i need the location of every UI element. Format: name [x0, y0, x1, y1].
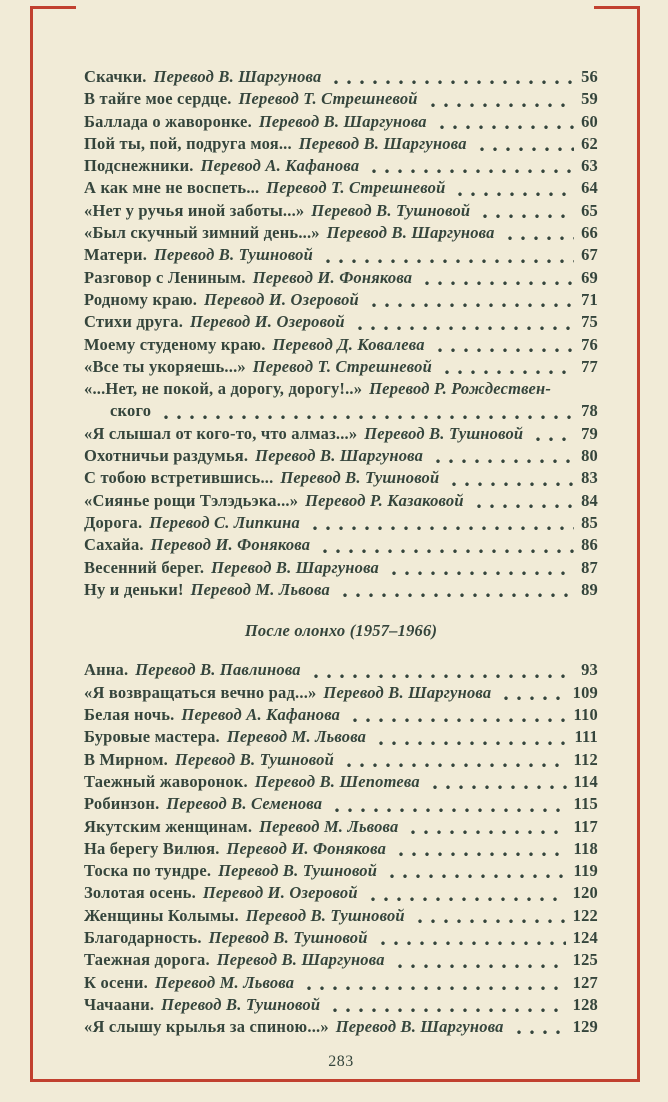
entry-translator: Перевод В. Тушновой	[364, 423, 524, 443]
toc-entry	[84, 467, 598, 489]
entry-title: Тоска по тундре.	[84, 861, 212, 881]
entry-page-number: 122	[572, 905, 598, 925]
entry-title: «Был скучный зимний день...»	[84, 223, 320, 243]
entry-title: «Все ты укоряешь...»	[84, 356, 246, 376]
entry-page-number: 64	[581, 178, 598, 198]
dot-leader	[432, 445, 574, 467]
dot-leader	[368, 155, 574, 177]
toc-entry	[84, 356, 598, 378]
entry-title: «Я слышал от кого-то, что алмаз...»	[84, 423, 358, 443]
toc-entry	[84, 771, 598, 793]
dot-leader	[343, 749, 567, 771]
toc-entry	[84, 1016, 598, 1038]
entry-page-number: 109	[572, 682, 598, 702]
entry-title: Баллада о жаворонке.	[84, 111, 252, 131]
entry-translator: Перевод А. Кафанова	[200, 156, 360, 176]
entry-page-number: 71	[581, 289, 598, 309]
entry-title: «Я возвращаться вечно рад...»	[84, 682, 317, 702]
toc-entry	[84, 793, 598, 815]
dot-leader	[532, 423, 574, 445]
dot-leader	[367, 882, 566, 904]
dot-leader	[407, 816, 566, 838]
dot-leader	[394, 949, 566, 971]
toc-entry	[84, 445, 598, 467]
entry-page-number: 75	[581, 312, 598, 332]
entry-title: С тобою встретившись...	[84, 468, 274, 488]
entry-title: Подснежники.	[84, 156, 194, 176]
entry-title: Белая ночь.	[84, 705, 175, 725]
entry-page-number: 66	[581, 223, 598, 243]
dot-leader	[339, 579, 574, 601]
dot-leader	[319, 534, 574, 556]
entry-page-number: 65	[581, 200, 598, 220]
entry-page-number: 111	[574, 727, 598, 747]
dot-leader	[329, 994, 565, 1016]
toc-entry	[84, 334, 598, 356]
entry-translator: Перевод Т. Стрешневой	[266, 178, 446, 198]
entry-page-number: 77	[581, 356, 598, 376]
entry-translator: Перевод В. Семенова	[166, 794, 323, 814]
toc-entry	[84, 133, 598, 155]
entry-translator: Перевод Р. Рождествен-	[369, 379, 552, 399]
toc-entry	[84, 155, 598, 177]
entry-page-number: 117	[573, 816, 598, 836]
entry-page-number: 120	[572, 883, 598, 903]
entry-translator: Перевод И. Озеровой	[202, 883, 358, 903]
entry-title: Весенний берег.	[84, 557, 205, 577]
toc-entry	[84, 534, 598, 556]
entry-page-number: 60	[581, 111, 598, 131]
entry-page-number: 67	[581, 245, 598, 265]
entry-title: Скачки.	[84, 67, 147, 86]
dot-leader	[421, 267, 574, 289]
entry-page-number: 127	[572, 972, 598, 992]
entry-page-number: 76	[581, 334, 598, 354]
toc-entry	[84, 557, 598, 579]
entry-page-number: 93	[581, 660, 598, 680]
entry-title: Охотничьи раздумья.	[84, 446, 249, 466]
entry-translator: Перевод Д. Ковалева	[272, 334, 425, 354]
entry-page-number: 115	[573, 794, 598, 814]
dot-leader	[368, 289, 574, 311]
dot-leader	[454, 177, 574, 199]
toc-entry	[84, 378, 598, 400]
toc-entry	[84, 222, 598, 244]
entry-translator: Перевод В. Шепотева	[254, 771, 420, 791]
entry-title: А как мне не воспеть...	[84, 178, 260, 198]
entry-translator: Перевод А. Кафанова	[181, 705, 341, 725]
toc-entry	[84, 682, 598, 704]
entry-title: Буровые мастера.	[84, 727, 220, 747]
toc-list-2	[84, 659, 598, 1038]
toc-entry	[84, 490, 598, 512]
entry-title: Таежная дорога.	[84, 950, 210, 970]
entry-translator: Перевод Т. Стрешневой	[238, 89, 418, 109]
dot-leader	[303, 972, 565, 994]
toc-entry	[84, 177, 598, 199]
dot-leader	[349, 704, 566, 726]
entry-title: Дорога.	[84, 512, 143, 532]
dot-leader	[473, 490, 574, 512]
dot-leader	[331, 793, 566, 815]
toc-list-1	[84, 66, 598, 601]
entry-page-number: 86	[581, 535, 598, 555]
entry-translator: Перевод В. Тушновой	[280, 468, 440, 488]
entry-translator: Перевод В. Тушновой	[245, 905, 405, 925]
toc-entry	[84, 927, 598, 949]
entry-page-number: 119	[573, 861, 598, 881]
dot-leader	[500, 682, 565, 704]
toc-entry	[84, 512, 598, 534]
entry-title: Анна.	[84, 660, 129, 680]
entry-title: Ну и деньки!	[84, 579, 184, 599]
dot-leader	[375, 726, 567, 748]
toc-entry	[84, 579, 598, 601]
toc-entry	[84, 838, 598, 860]
entry-title: В Мирном.	[84, 749, 168, 769]
toc-entry	[84, 200, 598, 222]
entry-title: «Я слышу крылья за спиною...»	[84, 1017, 329, 1037]
entry-translator: Перевод В. Шаргунова	[298, 133, 467, 153]
toc-entry	[84, 749, 598, 771]
entry-page-number: 112	[573, 749, 598, 769]
entry-page-number: 84	[581, 490, 598, 510]
toc-entry	[84, 244, 598, 266]
dot-leader	[441, 356, 574, 378]
toc-entry	[84, 311, 598, 333]
entry-page-number: 118	[573, 838, 598, 858]
toc-entry	[84, 726, 598, 748]
entry-page-number: 87	[581, 557, 598, 577]
entry-translator: Перевод И. Озеровой	[204, 289, 359, 309]
toc-entry	[84, 994, 598, 1016]
dot-leader	[322, 244, 574, 266]
entry-title: Стихи друга.	[84, 312, 184, 332]
entry-title: В тайге мое сердце.	[84, 89, 232, 109]
entry-page-number: 125	[572, 950, 598, 970]
entry-title: Золотая осень.	[84, 883, 196, 903]
entry-translator: Перевод И. Фонякова	[226, 838, 387, 858]
dot-leader	[504, 222, 575, 244]
dot-leader	[386, 860, 566, 882]
toc-entry	[84, 972, 598, 994]
entry-title: Женщины Колымы.	[84, 905, 239, 925]
entry-page-number: 85	[581, 512, 598, 532]
dot-leader	[354, 311, 574, 333]
entry-title: Робинзон.	[84, 794, 160, 814]
dot-leader	[476, 133, 574, 155]
dot-leader	[309, 512, 574, 534]
entry-page-number: 79	[581, 423, 598, 443]
dot-leader	[434, 334, 574, 356]
dot-leader	[513, 1016, 566, 1038]
dot-leader	[377, 927, 566, 949]
dot-leader	[330, 66, 574, 88]
entry-translator: Перевод В. Шаргунова	[211, 557, 379, 577]
toc-entry	[84, 267, 598, 289]
entry-translator: Перевод В. Тушновой	[174, 749, 334, 769]
entry-title: Таежный жаворонок.	[84, 771, 248, 791]
entry-translator: Перевод Т. Стрешневой	[252, 356, 432, 376]
toc-entry	[84, 289, 598, 311]
entry-page-number: 110	[573, 705, 598, 725]
entry-title: Благодарность.	[84, 927, 202, 947]
toc-entry	[84, 704, 598, 726]
table-of-contents	[84, 66, 598, 1074]
toc-entry	[84, 860, 598, 882]
dot-leader	[448, 467, 574, 489]
entry-page-number: 124	[572, 927, 598, 947]
entry-translator: Перевод В. Шаргунова	[216, 950, 385, 970]
dot-leader	[427, 88, 574, 110]
entry-title: ского	[110, 401, 152, 421]
toc-entry	[84, 905, 598, 927]
entry-title: «Нет у ручья иной заботы...»	[84, 200, 305, 220]
entry-title: Чачаани.	[84, 994, 155, 1014]
entry-title: «Сиянье рощи Тэлэдьэка...»	[84, 490, 299, 510]
entry-page-number: 83	[581, 468, 598, 488]
dot-leader	[429, 771, 567, 793]
toc-entry	[84, 66, 598, 88]
toc-entry	[84, 659, 598, 681]
entry-translator: Перевод М. Львова	[190, 579, 330, 599]
entry-page-number: 114	[573, 771, 598, 791]
entry-translator: Перевод Р. Казаковой	[305, 490, 464, 510]
entry-page-number: 62	[581, 133, 598, 153]
entry-title: Пой ты, пой, подруга моя...	[84, 133, 292, 153]
entry-title: «...Нет, не покой, а дорогу, дорогу!..»	[84, 379, 363, 399]
entry-title: Моему студеному краю.	[84, 334, 266, 354]
entry-page-number: 80	[581, 446, 598, 466]
entry-translator: Перевод В. Шаргунова	[326, 223, 495, 243]
entry-translator: Перевод В. Тушновой	[311, 200, 471, 220]
entry-title: На берегу Вилюя.	[84, 838, 220, 858]
entry-page-number: 128	[572, 994, 598, 1014]
entry-translator: Перевод В. Шаргунова	[258, 111, 427, 131]
entry-title: Матери.	[84, 245, 148, 265]
entry-translator: Перевод М. Львова	[226, 727, 367, 747]
entry-translator: Перевод И. Озеровой	[189, 312, 345, 332]
entry-page-number: 63	[581, 156, 598, 176]
entry-translator: Перевод В. Тушновой	[218, 861, 378, 881]
entry-translator: Перевод В. Павлинова	[135, 660, 301, 680]
toc-entry	[84, 400, 598, 422]
folio-page-number: 283	[328, 1053, 354, 1071]
dot-leader	[160, 400, 574, 422]
entry-translator: Перевод И. Фонякова	[252, 267, 413, 287]
entry-translator: Перевод В. Тушновой	[208, 927, 368, 947]
entry-translator: Перевод В. Тушновой	[161, 994, 321, 1014]
entry-translator: Перевод М. Львова	[154, 972, 295, 992]
entry-translator: Перевод С. Липкина	[149, 512, 300, 532]
toc-entry	[84, 882, 598, 904]
dot-leader	[479, 200, 574, 222]
entry-title: Разговор с Лениным.	[84, 267, 246, 287]
dot-leader	[436, 111, 574, 133]
section-heading: После олонхо (1957–1966)	[244, 621, 438, 641]
entry-page-number: 89	[581, 579, 598, 599]
toc-entry	[84, 111, 598, 133]
entry-translator: Перевод В. Шаргунова	[153, 67, 322, 86]
entry-title: К осени.	[84, 972, 148, 992]
toc-entry	[84, 88, 598, 110]
entry-translator: Перевод М. Львова	[259, 816, 399, 836]
entry-title: Якутским женщинам.	[84, 816, 253, 836]
entry-translator: Перевод В. Шаргунова	[335, 1017, 504, 1037]
dot-leader	[310, 659, 574, 681]
entry-translator: Перевод В. Шаргунова	[255, 446, 424, 466]
entry-page-number: 78	[581, 401, 598, 421]
entry-page-number: 69	[581, 267, 598, 287]
toc-entry	[84, 816, 598, 838]
toc-entry	[84, 423, 598, 445]
entry-page-number: 59	[581, 89, 598, 109]
entry-translator: Перевод И. Фонякова	[150, 535, 311, 555]
entry-translator: Перевод В. Тушновой	[153, 245, 313, 265]
entry-title: Родному краю.	[84, 289, 198, 309]
entry-page-number: 56	[581, 67, 598, 86]
dot-leader	[414, 905, 566, 927]
dot-leader	[388, 557, 574, 579]
dot-leader	[395, 838, 567, 860]
entry-page-number: 129	[572, 1017, 598, 1037]
toc-entry	[84, 949, 598, 971]
entry-translator: Перевод В. Шаргунова	[323, 682, 492, 702]
entry-title: Сахайа.	[84, 535, 144, 555]
